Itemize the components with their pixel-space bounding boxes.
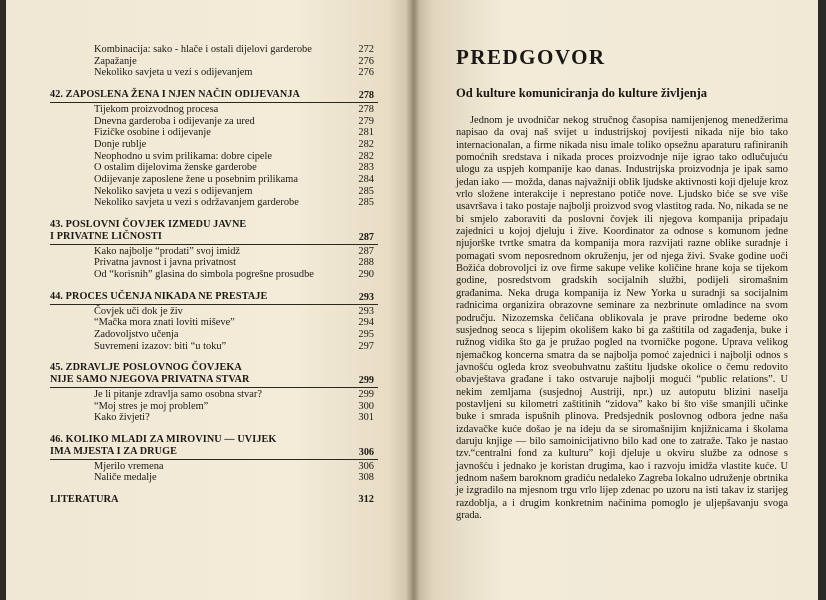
toc-entry-page: 285: [358, 185, 374, 197]
toc-entry-page: 279: [358, 115, 374, 127]
toc-entry-title: Neophodno u svim prilikama: dobre cipele: [94, 150, 273, 162]
toc-entry-title: Donje rublje: [94, 138, 147, 150]
toc-chapter-title-line2: NIJE SAMO NJEGOVA PRIVATNA STVAR: [50, 374, 250, 386]
toc-entry: [50, 341, 378, 353]
toc-entry-title: Fizičke osobine i odijevanje: [94, 127, 211, 139]
toc-entry-page: 272: [358, 44, 374, 55]
toc-entry-page: 282: [358, 150, 374, 162]
toc-entry-page: 299: [358, 388, 374, 400]
toc-entry-page: 284: [358, 173, 374, 185]
toc-entry-title: Kombinacija: sako - hlače i ostali dijelovi garderobe: [94, 44, 312, 55]
toc-chapter-title: 44. PROCES UČENJA NIKADA NE PRESTAJE: [50, 290, 268, 302]
toc-entry: [50, 401, 378, 413]
toc-chapter-heading: [50, 219, 378, 231]
toc-entry-title: O ostalim dijelovima ženske garderobe: [94, 162, 257, 174]
toc-entry-page: 308: [358, 472, 374, 484]
toc-group: [50, 44, 378, 79]
toc-entry-page: 293: [358, 305, 374, 317]
toc-entry-page: 301: [358, 412, 374, 424]
toc-chapter-title-line2: I PRIVATNE LIČNOSTI: [50, 230, 162, 242]
toc-chapter-title-line1: 43. POSLOVNI ČOVJEK IZMEDU JAVNE: [50, 219, 247, 231]
toc-chapter-heading: [50, 446, 378, 460]
toc-entry-page: 288: [358, 257, 374, 269]
toc-entry: [50, 56, 378, 68]
toc-entry-title: Čovjek uči dok je živ: [94, 305, 183, 317]
toc-literature-page: 312: [358, 493, 374, 505]
toc-entry-page: 276: [358, 55, 374, 67]
toc-chapter-page: 287: [358, 231, 374, 243]
toc-entry-page: 306: [358, 460, 374, 472]
toc-chapter-title-line2: IMA MJESTA I ZA DRUGE: [50, 445, 178, 457]
toc-entry-page: 278: [358, 103, 374, 115]
toc-chapter-title-line1: 45. ZDRAVLJE POSLOVNOG ČOVJEKA: [50, 362, 242, 374]
toc-entry-title: Nekoliko savjeta u vezi s održavanjem garderobe: [94, 197, 299, 209]
toc-entry-title: “Moj stres je moj problem”: [94, 400, 209, 412]
toc-chapter-heading: [50, 362, 378, 374]
toc-entry-title: “Mačka mora znati loviti miševe”: [94, 317, 235, 329]
toc-literature: [50, 494, 378, 506]
toc-entry: [50, 246, 378, 258]
toc-entry-title: Nekoliko savjeta u vezi s odijevanjem: [94, 185, 253, 197]
toc-entry: [50, 44, 378, 56]
preface: [456, 44, 788, 533]
toc-chapter-page: 299: [358, 375, 374, 387]
toc-entry: [50, 67, 378, 79]
toc-entry: [50, 472, 378, 484]
right-page-edge: [818, 0, 826, 600]
toc-chapter-title-line1: 46. KOLIKO MLADI ZA MIROVINU — UVIJEK: [50, 433, 277, 445]
toc-group: [50, 219, 378, 281]
toc-entry: [50, 162, 378, 174]
toc-group: [50, 362, 378, 424]
toc-entry: [50, 197, 378, 209]
toc-entry-title: Dnevna garderoba i odijevanje za ured: [94, 115, 255, 127]
toc-chapter-title: 42. ZAPOSLENA ŽENA I NJEN NAČIN ODIJEVANJA: [50, 89, 300, 101]
toc-entry-title: Odijevanje zaposlene žene u posebnim prilikama: [94, 173, 298, 185]
toc-entry-title: Zadovoljstvo učenja: [94, 328, 179, 340]
toc-entry-page: 282: [358, 138, 374, 150]
toc-entry-page: 276: [358, 67, 374, 79]
preface-body: Jednom je uvodničar nekog stručnog časopisa namijenjenog menedžerima napisao da ovaj naš svijet u industrijskoj povijesti nikada nije bio tako internacionalan, a firme nikada nisu imale toliko opsežnu aparaturu rafiniranih pomoćnih sredstava i nikada proces proizvodnje nije igrao tako odlučujuću ulogu za uspjeh kompanije kao danas. Industrijska proizvodnja je ipak samo jedan iako — možda, danas najvažniji oblik ljudske aktivnosti koji djeluje kroz vrlo složene interakcije i neprestano potiče nove. Ljudsko biće se sve više usavršava i tako postaje najbolji proizvod svog vlastitog rada. No, nikada se ne bi smjelo zaboraviti da poslovni čovjek ili njegova kompanija pripadaju zajednici u kojoj djeluju i žive. Koordinator za odnose s komunom jedne njujorške tvrtke smatra da kompanija mora razvijati razne oblike suradnje i pomagati svom neposrednom okruženju, jer od njega živi. Svake godine uoči Božića dobrovoljci iz ove firme sakupe velike količine hrane koja se tijekom godine, posredstvom gradskih socijalnih službi, podijeli siromašnim građanima. Neka druga kompanija iz New Yorka u suradnji sa socijalnim radnicima organizira obrazovne seminare za nezbrinute omladince na svom području. Nizozemska čeličana oblikovala je prave prirodne bedeme oko susjednog seoca s lijepim okolišem kako bi ga zaštitila od zagađenja, buke i ružnog vidika što ga je pružao pogled na tvorničke pogone. Uprava velikog njemačkog koncerna smatra da se najbolja pomoć zajednici i najbolji odnos s javnošću ogleda kroz sveobuhvatnu zaštitu ljudske okolice o čemu redovito obavještava građane i tako ostvaruje najbolji mogući “public relations”. U nekim zemljama (susjednoj Austriji, npr.) uz autoputu blizini naselja postavljeni su kilometri zaštitinih “zidova” kako bi što više smanjili učinke buke i smrada ispušnih plinova. Predsjednik poslovnog odbora jedne naša izdavačke kuće došao je na ideju da se siromašnijim knjižnicama i školama daruju knjige — bilo samoinicijativno bilo kad one to zatraže. Tako je nastao tzv.“centralni fond za kulturu” koji djeluje u okviru službe za odnose s javnošću i jednako je koristan drugima, kao i razvoju imidža vlastite kuće. U jednom našem baroknom gradiću nedaleko Zagreba lokalno udruženje obrtnika je izgradilo na mjesnom trgu vrlo lijep zdenac po uzoru na isti takav iz starijeg razdoblja, a i drugim konkretnim načinima pomoglo je uljepšavanju svoga grada.: [456, 115, 788, 521]
toc-literature-title: LITERATURA: [50, 493, 119, 505]
toc-group: [50, 434, 378, 484]
toc-chapter-heading: [50, 374, 378, 388]
toc-entry: [50, 269, 378, 281]
toc-entry-title: Kako najbolje “prodati” svoj imidž: [94, 245, 241, 257]
toc-entry: [50, 174, 378, 186]
toc-entry: [50, 104, 378, 116]
toc-entry: [50, 257, 378, 269]
toc-entry: [50, 306, 378, 318]
toc-entry-title: Privatna javnost i javna privatnost: [94, 257, 236, 269]
toc-entry: [50, 461, 378, 473]
toc-entry-page: 281: [358, 127, 374, 139]
right-page: [413, 0, 826, 600]
toc-entry: [50, 127, 378, 139]
toc-entry-page: 294: [358, 317, 374, 329]
preface-title: PREDGOVOR: [456, 45, 606, 69]
toc-entry-title: Suvremeni izazov: biti “u toku”: [94, 340, 227, 352]
toc-entry-page: 297: [358, 340, 374, 352]
left-page-edge: [0, 0, 6, 600]
table-of-contents: [50, 44, 378, 506]
toc-entry-page: 287: [358, 245, 374, 257]
toc-group: [50, 291, 378, 353]
toc-entry: [50, 389, 378, 401]
preface-subtitle: Od kulture komuniciranja do kulture življenja: [456, 86, 708, 100]
toc-entry-page: 290: [358, 269, 374, 281]
toc-group: [50, 89, 378, 209]
toc-entry-title: Mjerilo vremena: [94, 460, 164, 472]
toc-entry-page: 300: [358, 400, 374, 412]
toc-entry: [50, 186, 378, 198]
toc-entry-page: 283: [358, 162, 374, 174]
toc-entry: [50, 139, 378, 151]
toc-entry: [50, 412, 378, 424]
toc-entry: [50, 329, 378, 341]
toc-entry-title: Je li pitanje zdravlja samo osobna stvar?: [94, 388, 262, 400]
toc-chapter-heading: [50, 434, 378, 446]
toc-entry: [50, 116, 378, 128]
toc-chapter-heading: [50, 89, 378, 103]
toc-entry-page: 285: [358, 197, 374, 209]
toc-chapter-heading: [50, 291, 378, 305]
toc-entry-page: 295: [358, 328, 374, 340]
toc-entry-title: Kako živjeti?: [94, 412, 150, 424]
toc-entry-title: Zapažanje: [94, 55, 137, 67]
toc-entry-title: Od “korisnih” glasina do simbola pogrešne prosudbe: [94, 269, 314, 281]
toc-entry: [50, 317, 378, 329]
toc-entry-title: Nekoliko savjeta u vezi s odijevanjem: [94, 67, 253, 79]
book-gutter: [406, 0, 420, 600]
toc-entry-title: Tijekom proizvodnog procesa: [94, 103, 219, 115]
toc-entry-title: Naliče medalje: [94, 472, 157, 484]
toc-chapter-heading: [50, 231, 378, 245]
toc-entry: [50, 151, 378, 163]
toc-chapter-page: 306: [358, 446, 374, 458]
toc-chapter-page: 278: [358, 90, 374, 102]
toc-chapter-page: 293: [358, 291, 374, 303]
